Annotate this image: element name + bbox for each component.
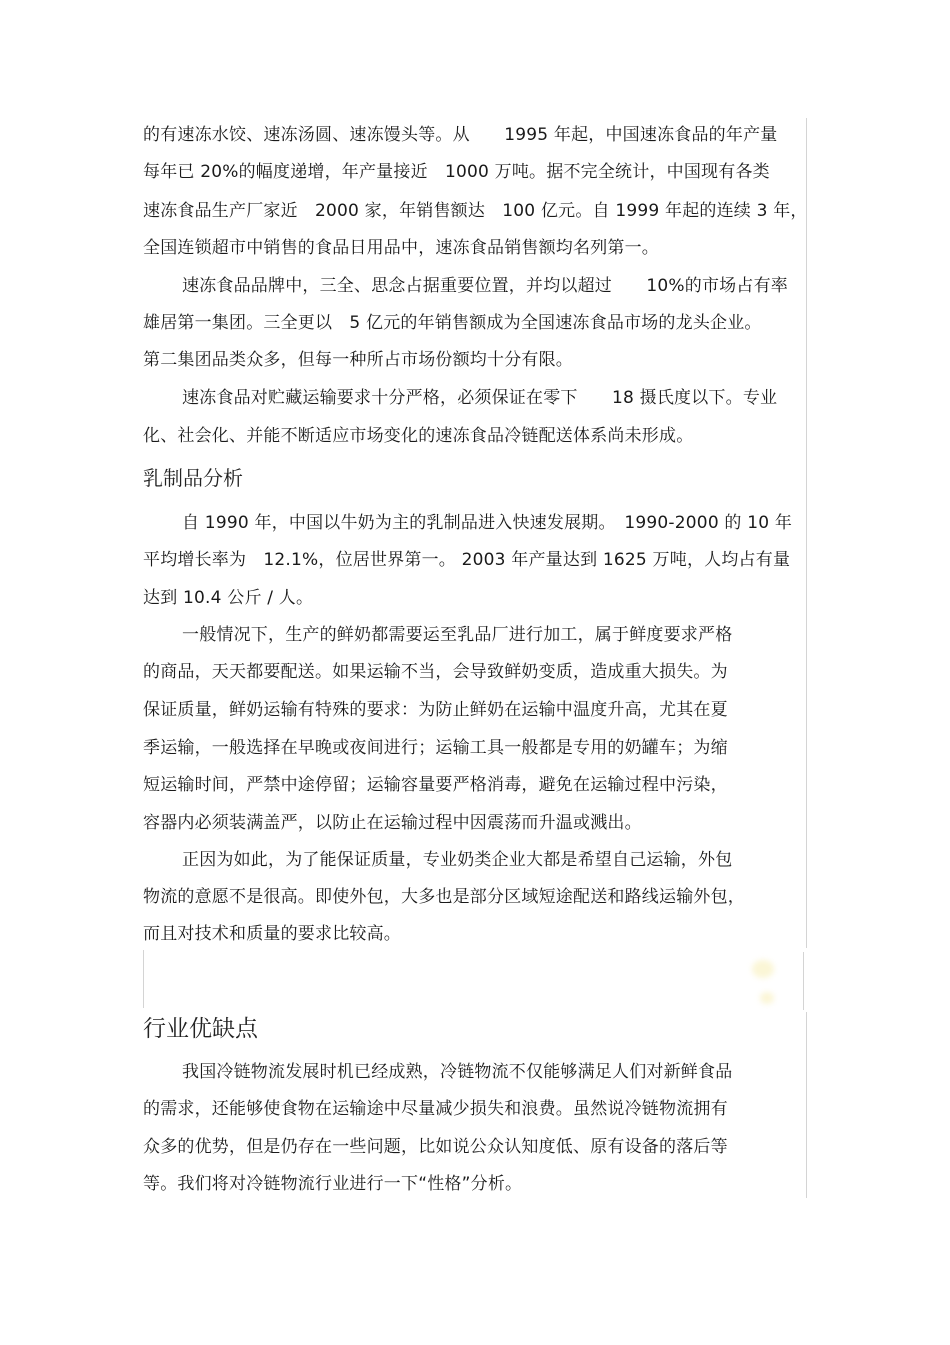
paragraph-line: 短运输时间，严禁中途停留；运输容量要严格消毒，避免在运输过程中污染，	[143, 775, 728, 795]
paragraph-line: 第二集团品类众多，但每一种所占市场份额均十分有限。	[143, 350, 573, 370]
paragraph-line: 正因为如此，为了能保证质量，专业奶类企业大都是希望自己运输，外包	[182, 850, 733, 870]
paragraph-line: 的需求，还能够使食物在运输途中尽量减少损失和浪费。虽然说冷链物流拥有	[143, 1099, 728, 1119]
paragraph-line: 容器内必须装满盖严，以防止在运输过程中因震荡而升温或溅出。	[143, 813, 642, 833]
paragraph-line: 物流的意愿不是很高。即使外包，大多也是部分区域短途配送和路线运输外包，	[143, 887, 745, 907]
paragraph-line: 每年已 20%的幅度递增，年产量接近 1000 万吨。据不完全统计，中国现有各类	[143, 162, 770, 182]
paragraph-line: 达到 10.4 公斤 / 人。	[143, 588, 314, 608]
paragraph-line: 的有速冻水饺、速冻汤圆、速冻馒头等。从 1995 年起，中国速冻食品的年产量	[143, 125, 778, 145]
frame-line-right-bottom	[806, 1012, 807, 1198]
paragraph-line: 而且对技术和质量的要求比较高。	[143, 924, 401, 944]
section-heading-dairy: 乳制品分析	[143, 466, 243, 490]
paragraph-line: 一般情况下，生产的鲜奶都需要运至乳品厂进行加工，属于鲜度要求严格	[182, 625, 733, 645]
paragraph-line: 季运输，一般选择在早晚或夜间进行；运输工具一般都是专用的奶罐车；为缩	[143, 738, 728, 758]
paragraph-line: 自 1990 年，中国以牛奶为主的乳制品进入快速发展期。 1990-2000 的 10 年	[182, 513, 793, 533]
paragraph-line: 雄居第一集团。三全更以 5 亿元的年销售额成为全国速冻食品市场的龙头企业。	[143, 313, 762, 333]
section-heading-industry: 行业优缺点	[143, 1016, 258, 1042]
paragraph-line: 我国冷链物流发展时机已经成熟，冷链物流不仅能够满足人们对新鲜食品	[182, 1062, 733, 1082]
frame-line-right-mid	[803, 952, 804, 1010]
paragraph-line: 化、社会化、并能不断适应市场变化的速冻食品冷链配送体系尚未形成。	[143, 426, 694, 446]
frame-line-left-mid	[143, 950, 144, 1008]
paragraph-line: 速冻食品对贮藏运输要求十分严格，必须保证在零下 18 摄氏度以下。专业	[182, 388, 778, 408]
paragraph-line: 众多的优势，但是仍存在一些问题，比如说公众认知度低、原有设备的落后等	[143, 1137, 728, 1157]
paragraph-line: 速冻食品品牌中，三全、思念占据重要位置，并均以超过 10%的市场占有率	[182, 276, 788, 296]
page-smudge	[760, 992, 774, 1004]
paragraph-line: 平均增长率为 12.1%，位居世界第一。 2003 年产量达到 1625 万吨，人均占有量	[143, 550, 791, 570]
paragraph-line: 的商品，天天都要配送。如果运输不当，会导致鲜奶变质，造成重大损失。为	[143, 662, 728, 682]
paragraph-line: 保证质量，鲜奶运输有特殊的要求：为防止鲜奶在运输中温度升高，尤其在夏	[143, 700, 728, 720]
paragraph-line: 等。我们将对冷链物流行业进行一下“性格”分析。	[143, 1174, 523, 1194]
page-smudge	[752, 960, 774, 978]
paragraph-line: 全国连锁超市中销售的食品日用品中，速冻食品销售额均名列第一。	[143, 238, 659, 258]
frame-line-right-top	[806, 118, 807, 948]
paragraph-line: 速冻食品生产厂家近 2000 家，年销售额达 100 亿元。自 1999 年起的连续 3 年，	[143, 201, 808, 221]
